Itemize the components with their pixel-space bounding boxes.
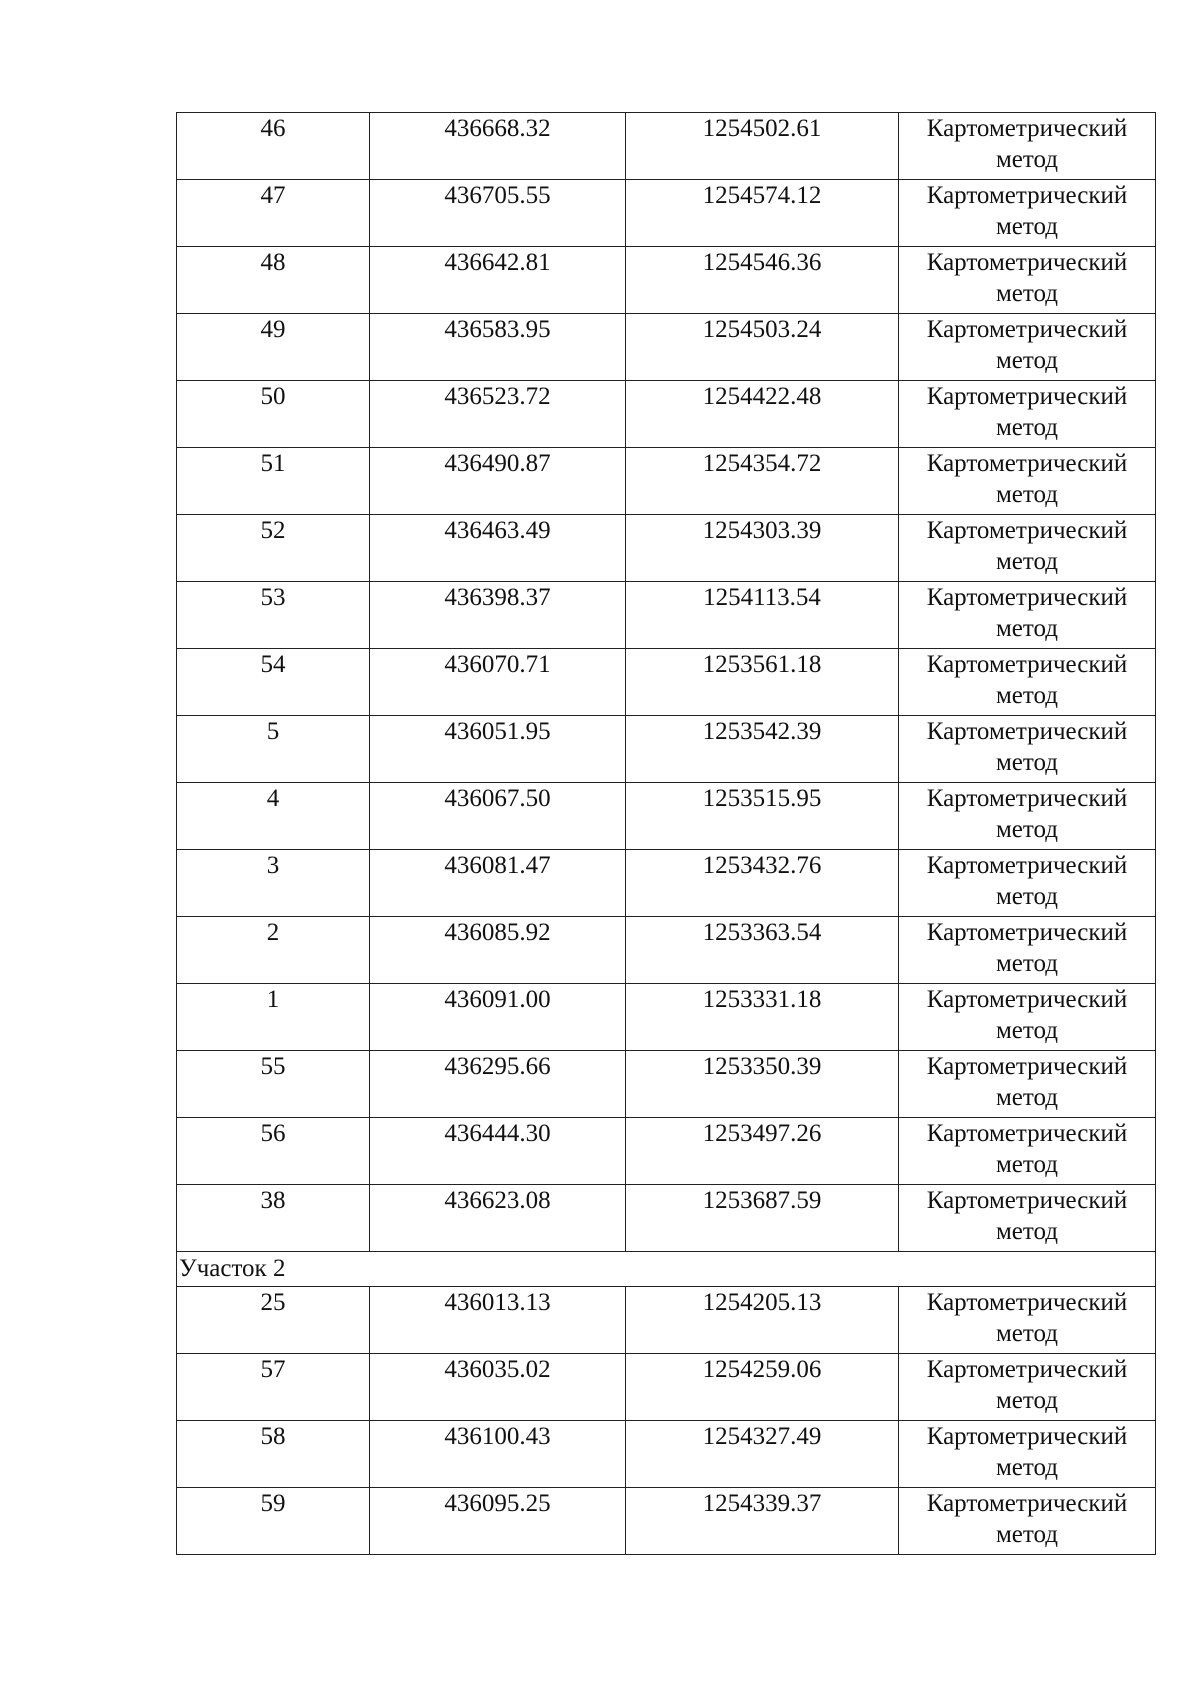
method-cell: Картометрический метод xyxy=(899,1488,1156,1555)
section-row xyxy=(177,1252,1156,1287)
x-coordinate-cell: 436091.00 xyxy=(370,984,626,1051)
method-cell: Картометрический метод xyxy=(899,1287,1156,1354)
x-coordinate-cell: 436583.95 xyxy=(370,314,626,381)
table-row xyxy=(177,515,1156,582)
y-coordinate-cell: 1254205.13 xyxy=(626,1287,899,1354)
coordinates-table-body xyxy=(177,113,1156,1555)
y-coordinate-cell: 1254339.37 xyxy=(626,1488,899,1555)
x-coordinate-cell: 436070.71 xyxy=(370,649,626,716)
method-cell: Картометрический метод xyxy=(899,448,1156,515)
y-coordinate-cell: 1253432.76 xyxy=(626,850,899,917)
table-row xyxy=(177,850,1156,917)
y-coordinate-cell: 1254354.72 xyxy=(626,448,899,515)
point-number-cell: 2 xyxy=(177,917,370,984)
point-number-cell: 56 xyxy=(177,1118,370,1185)
method-cell: Картометрический метод xyxy=(899,113,1156,180)
point-number-cell: 3 xyxy=(177,850,370,917)
table-row xyxy=(177,113,1156,180)
point-number-cell: 55 xyxy=(177,1051,370,1118)
table-row xyxy=(177,247,1156,314)
y-coordinate-cell: 1254113.54 xyxy=(626,582,899,649)
table-row xyxy=(177,1354,1156,1421)
method-cell: Картометрический метод xyxy=(899,515,1156,582)
point-number-cell: 52 xyxy=(177,515,370,582)
y-coordinate-cell: 1253350.39 xyxy=(626,1051,899,1118)
x-coordinate-cell: 436095.25 xyxy=(370,1488,626,1555)
method-cell: Картометрический метод xyxy=(899,381,1156,448)
section-label: Участок 2 xyxy=(177,1252,1156,1287)
y-coordinate-cell: 1254503.24 xyxy=(626,314,899,381)
method-cell: Картометрический метод xyxy=(899,1421,1156,1488)
method-cell: Картометрический метод xyxy=(899,1118,1156,1185)
x-coordinate-cell: 436523.72 xyxy=(370,381,626,448)
table-row xyxy=(177,582,1156,649)
point-number-cell: 48 xyxy=(177,247,370,314)
x-coordinate-cell: 436668.32 xyxy=(370,113,626,180)
method-cell: Картометрический метод xyxy=(899,314,1156,381)
table-row xyxy=(177,1287,1156,1354)
method-cell: Картометрический метод xyxy=(899,716,1156,783)
table-row xyxy=(177,1118,1156,1185)
point-number-cell: 50 xyxy=(177,381,370,448)
method-cell: Картометрический метод xyxy=(899,649,1156,716)
x-coordinate-cell: 436398.37 xyxy=(370,582,626,649)
point-number-cell: 53 xyxy=(177,582,370,649)
y-coordinate-cell: 1253497.26 xyxy=(626,1118,899,1185)
y-coordinate-cell: 1254422.48 xyxy=(626,381,899,448)
method-cell: Картометрический метод xyxy=(899,850,1156,917)
method-cell: Картометрический метод xyxy=(899,1051,1156,1118)
x-coordinate-cell: 436295.66 xyxy=(370,1051,626,1118)
x-coordinate-cell: 436051.95 xyxy=(370,716,626,783)
table-row xyxy=(177,716,1156,783)
x-coordinate-cell: 436490.87 xyxy=(370,448,626,515)
table-row xyxy=(177,381,1156,448)
y-coordinate-cell: 1253331.18 xyxy=(626,984,899,1051)
point-number-cell: 59 xyxy=(177,1488,370,1555)
method-cell: Картометрический метод xyxy=(899,582,1156,649)
point-number-cell: 4 xyxy=(177,783,370,850)
y-coordinate-cell: 1253363.54 xyxy=(626,917,899,984)
y-coordinate-cell: 1254574.12 xyxy=(626,180,899,247)
y-coordinate-cell: 1254259.06 xyxy=(626,1354,899,1421)
coordinates-table xyxy=(176,112,1156,1555)
x-coordinate-cell: 436642.81 xyxy=(370,247,626,314)
y-coordinate-cell: 1254303.39 xyxy=(626,515,899,582)
x-coordinate-cell: 436085.92 xyxy=(370,917,626,984)
y-coordinate-cell: 1253515.95 xyxy=(626,783,899,850)
point-number-cell: 38 xyxy=(177,1185,370,1252)
x-coordinate-cell: 436081.47 xyxy=(370,850,626,917)
point-number-cell: 51 xyxy=(177,448,370,515)
x-coordinate-cell: 436035.02 xyxy=(370,1354,626,1421)
table-row xyxy=(177,1185,1156,1252)
table-row xyxy=(177,917,1156,984)
method-cell: Картометрический метод xyxy=(899,180,1156,247)
table-row xyxy=(177,1421,1156,1488)
table-row xyxy=(177,984,1156,1051)
x-coordinate-cell: 436444.30 xyxy=(370,1118,626,1185)
method-cell: Картометрический метод xyxy=(899,1185,1156,1252)
table-row xyxy=(177,314,1156,381)
x-coordinate-cell: 436013.13 xyxy=(370,1287,626,1354)
method-cell: Картометрический метод xyxy=(899,247,1156,314)
table-row xyxy=(177,783,1156,850)
point-number-cell: 54 xyxy=(177,649,370,716)
x-coordinate-cell: 436100.43 xyxy=(370,1421,626,1488)
point-number-cell: 58 xyxy=(177,1421,370,1488)
y-coordinate-cell: 1254327.49 xyxy=(626,1421,899,1488)
method-cell: Картометрический метод xyxy=(899,984,1156,1051)
x-coordinate-cell: 436623.08 xyxy=(370,1185,626,1252)
method-cell: Картометрический метод xyxy=(899,1354,1156,1421)
point-number-cell: 49 xyxy=(177,314,370,381)
point-number-cell: 1 xyxy=(177,984,370,1051)
x-coordinate-cell: 436067.50 xyxy=(370,783,626,850)
table-row xyxy=(177,1488,1156,1555)
x-coordinate-cell: 436463.49 xyxy=(370,515,626,582)
y-coordinate-cell: 1253561.18 xyxy=(626,649,899,716)
y-coordinate-cell: 1254502.61 xyxy=(626,113,899,180)
point-number-cell: 47 xyxy=(177,180,370,247)
y-coordinate-cell: 1253687.59 xyxy=(626,1185,899,1252)
table-row xyxy=(177,448,1156,515)
method-cell: Картометрический метод xyxy=(899,917,1156,984)
table-row xyxy=(177,1051,1156,1118)
x-coordinate-cell: 436705.55 xyxy=(370,180,626,247)
table-row xyxy=(177,649,1156,716)
y-coordinate-cell: 1254546.36 xyxy=(626,247,899,314)
table-row xyxy=(177,180,1156,247)
method-cell: Картометрический метод xyxy=(899,783,1156,850)
point-number-cell: 5 xyxy=(177,716,370,783)
point-number-cell: 25 xyxy=(177,1287,370,1354)
y-coordinate-cell: 1253542.39 xyxy=(626,716,899,783)
point-number-cell: 46 xyxy=(177,113,370,180)
point-number-cell: 57 xyxy=(177,1354,370,1421)
